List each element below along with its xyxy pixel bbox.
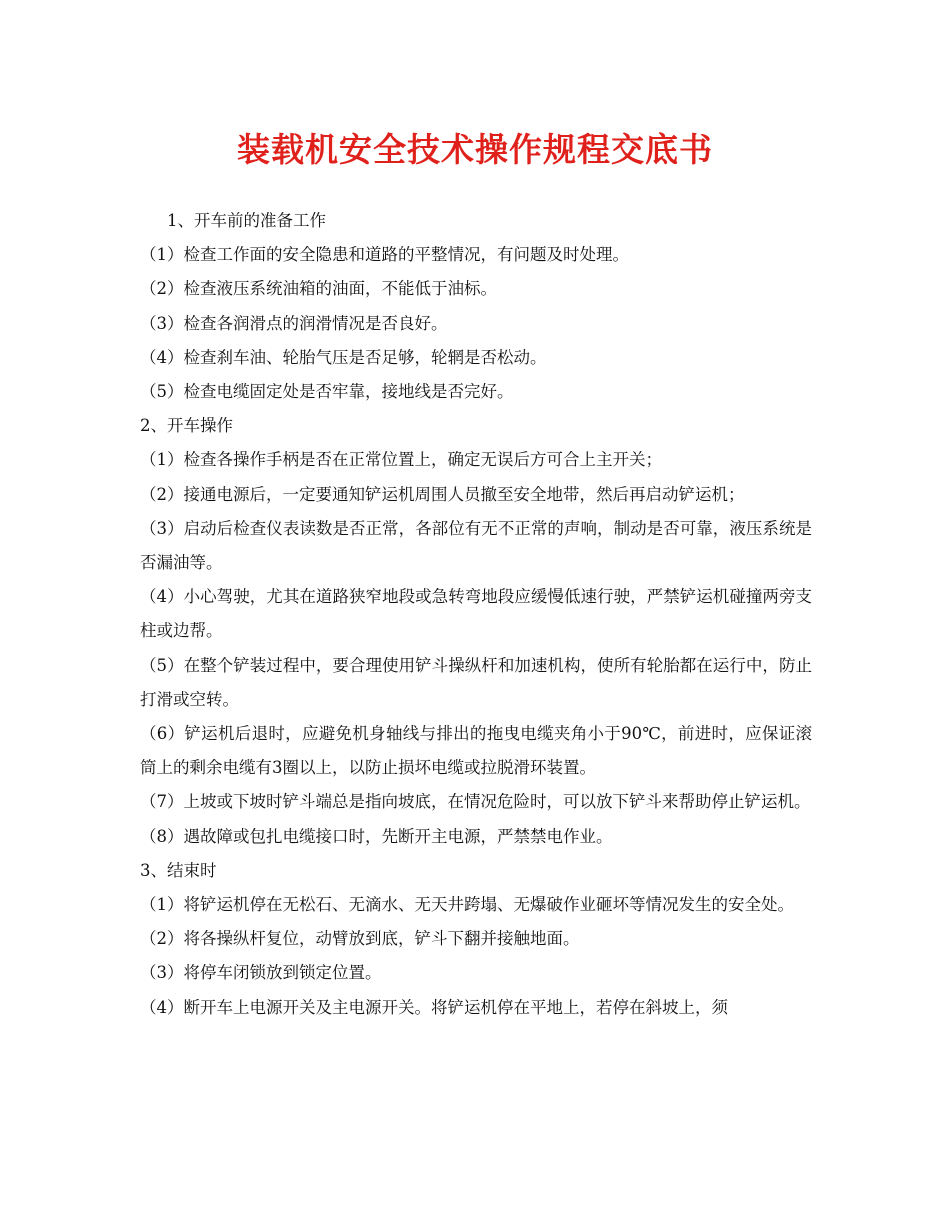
- paragraph: （2）将各操纵杆复位，动臂放到底，铲斗下翻并接触地面。: [140, 929, 580, 949]
- paragraph: （3）检查各润滑点的润滑情况是否良好。: [140, 313, 448, 333]
- section-heading-3: 3、结束时: [140, 860, 217, 880]
- paragraph: （7）上坡或下坡时铲斗端总是指向坡底，在情况危险时，可以放下铲斗来帮助停止铲运机。: [140, 792, 811, 812]
- paragraph: （1）将铲运机停在无松石、无滴水、无天井跨塌、无爆破作业砸坏等情况发生的安全处。: [140, 895, 794, 915]
- section-heading-2: 2、开车操作: [140, 416, 233, 436]
- section-heading-1: 1、开车前的准备工作: [167, 211, 326, 230]
- paragraph: （1）检查工作面的安全隐患和道路的平整情况，有问题及时处理。: [140, 245, 629, 265]
- paragraph: （5）检查电缆固定处是否牢靠，接地线是否完好。: [140, 382, 514, 402]
- paragraph: （4）小心驾驶，尤其在道路狭窄地段或急转弯地段应缓慢低速行驶，严禁铲运机碰撞两旁支柱或边帮。: [140, 587, 812, 641]
- paragraph: （3）将停车闭锁放到锁定位置。: [140, 963, 382, 983]
- paragraph: （2）接通电源后，一定要通知铲运机周围人员撤至安全地带，然后再启动铲运机；: [140, 484, 745, 504]
- paragraph: （6）铲运机后退时，应避免机身轴线与排出的拖曳电缆夹角小于90℃，前进时，应保证滚筒上的剩余电缆有3圈以上，以防止损坏电缆或拉脱滑环装置。: [140, 724, 812, 778]
- document-title: 装载机安全技术操作规程交底书: [237, 130, 713, 169]
- paragraph: （8）遇故障或包扎电缆接口时，先断开主电源，严禁禁电作业。: [140, 826, 613, 846]
- document-body: [140, 204, 812, 1025]
- paragraph: （5）在整个铲装过程中，要合理使用铲斗操纵杆和加速机构，使所有轮胎都在运行中，防止打滑或空转。: [140, 655, 812, 709]
- paragraph: （3）启动后检查仪表读数是否正常，各部位有无不正常的声响，制动是否可靠，液压系统是否漏油等。: [140, 518, 812, 573]
- paragraph: （4）断开车上电源开关及主电源开关。将铲运机停在平地上，若停在斜坡上，须: [140, 997, 728, 1017]
- paragraph: （4）检查刹车油、轮胎气压是否足够，轮辋是否松动。: [140, 347, 547, 367]
- paragraph: （1）检查各操作手柄是否在正常位置上，确定无误后方可合上主开关；: [140, 450, 662, 470]
- paragraph: （2）检查液压系统油箱的油面，不能低于油标。: [140, 279, 497, 299]
